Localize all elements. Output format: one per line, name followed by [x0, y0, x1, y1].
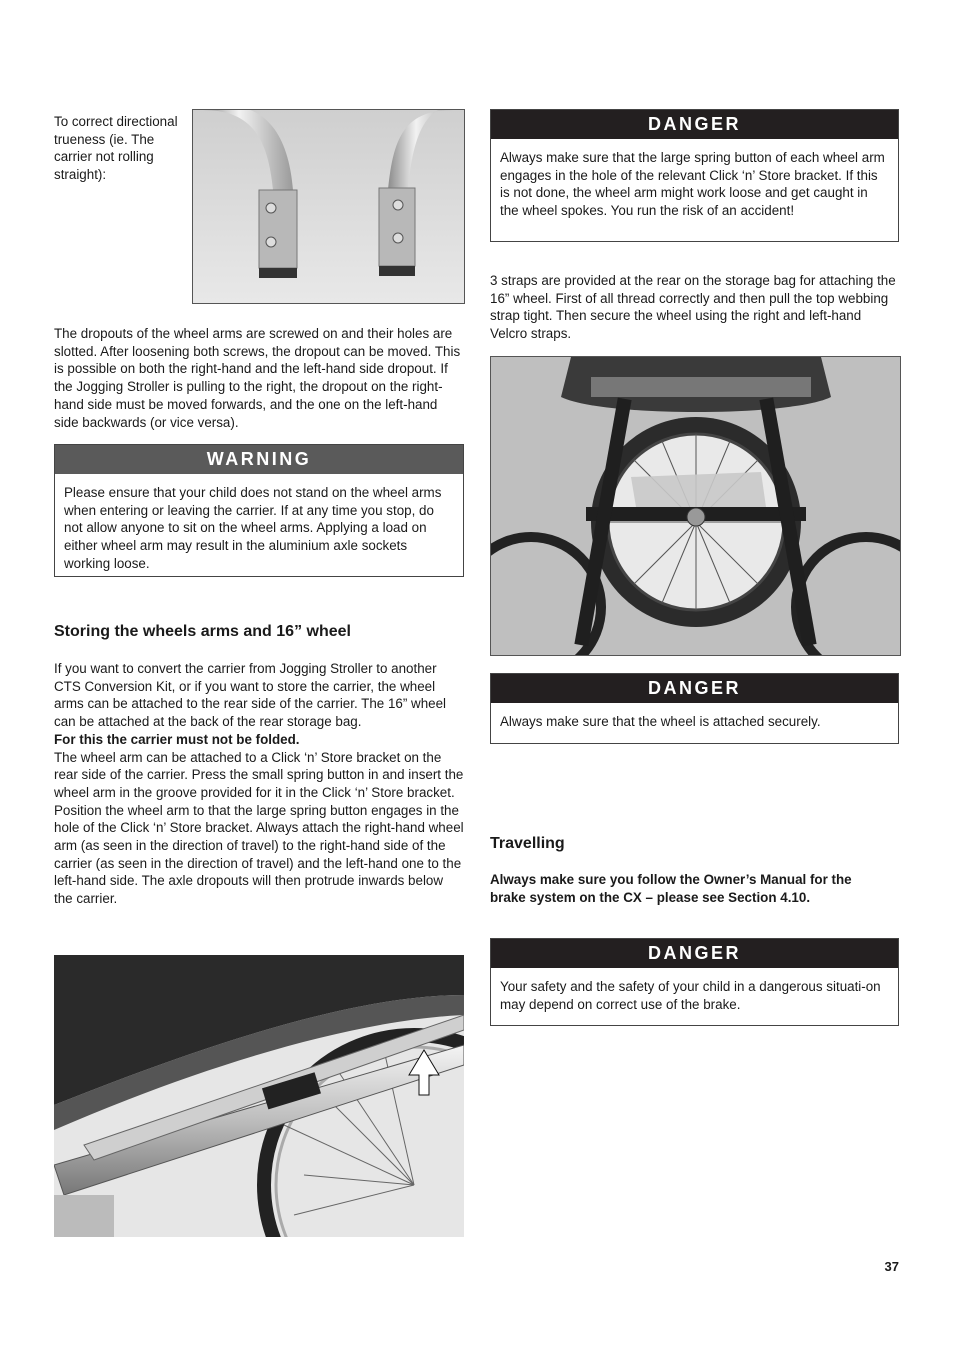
straps-paragraph: 3 straps are provided at the rear on the storage bag for attaching the 16” wheel. First of all thread correctly and then pull the top webbing strap tight. Then secure the wheel using the right and left-hand Velcro straps.: [490, 273, 896, 342]
warning-title: WARNING: [55, 445, 463, 474]
storing-bold-line: For this the carrier must not be folded.: [54, 731, 300, 747]
storing-body: [54, 660, 464, 908]
danger-1-text: Always make sure that the large spring button of each wheel arm engages in the hole of the relevant Click ‘n’ Store bracket. If this is not done, the wheel arm might work loose and get caught in the wheel spokes. You run the risk of an accident!: [500, 150, 885, 219]
danger-2-title: DANGER: [491, 674, 898, 703]
dropouts-photo: [192, 109, 465, 304]
trueness-intro: To correct directional trueness (ie. The carrier not rolling straight):: [54, 114, 178, 183]
warning-box: [54, 444, 464, 577]
wheel-arm-photo: [54, 955, 464, 1237]
travelling-bold-text: Always make sure you follow the Owner’s Manual for the brake system on the CX – please see Section 4.10.: [490, 872, 852, 905]
page-number: 37: [884, 1259, 899, 1274]
storing-heading: Storing the wheels arms and 16” wheel: [54, 623, 351, 640]
danger-box-3: [490, 938, 899, 1026]
danger-2-text: Always make sure that the wheel is attached securely.: [500, 714, 821, 729]
storing-para2: The wheel arm can be attached to a Click ‘n’ Store bracket on the rear side of the carrier. Press the small spring button in and insert the wheel arm in the groove provided for it in the Click ‘n’ Store bracket. Position the wheel arm to that the large spring button engages in the hole of the Click ‘n’ Store bracket. Always attach the right-hand wheel arm (as seen in the direction of travel) to the right-hand side of the carrier (as seen in the direction of travel) and the left-hand one to the left-hand side. The axle dropouts will then protrude inwards below the carrier.: [54, 749, 464, 907]
danger-box-1: [490, 109, 899, 242]
danger-1-title: DANGER: [491, 110, 898, 139]
danger-box-2: [490, 673, 899, 744]
danger-3-text: Your safety and the safety of your child in a dangerous situati-on may depend on correct use of the brake.: [500, 979, 881, 1012]
dropouts-paragraph: The dropouts of the wheel arms are screwed on and their holes are slotted. After loosening both screws, the dropout can be moved. This is possible on both the right-hand and the left-hand side dropout. If the Jogging Stroller is pulling to the right, the dropout on the right-hand side must be moved forwards, and the one on the left-hand side backwards (or vice versa).: [54, 326, 461, 430]
travelling-heading: Travelling: [490, 835, 565, 852]
warning-text: Please ensure that your child does not stand on the wheel arms when entering or leaving the carrier. If at any time you stop, do not allow anyone to sit on the wheel arms. Applying a load on either wheel arm may result in the aluminium axle sockets working loose.: [64, 485, 442, 571]
storage-wheel-photo: [490, 356, 901, 656]
danger-3-title: DANGER: [491, 939, 898, 968]
storing-para1: If you want to convert the carrier from Jogging Stroller to another CTS Conversion Kit, or if you want to store the carrier, the wheel arms can be attached to the rear side of the carrier. The 16” wheel can be attached at the back of the rear storage bag.: [54, 661, 447, 730]
